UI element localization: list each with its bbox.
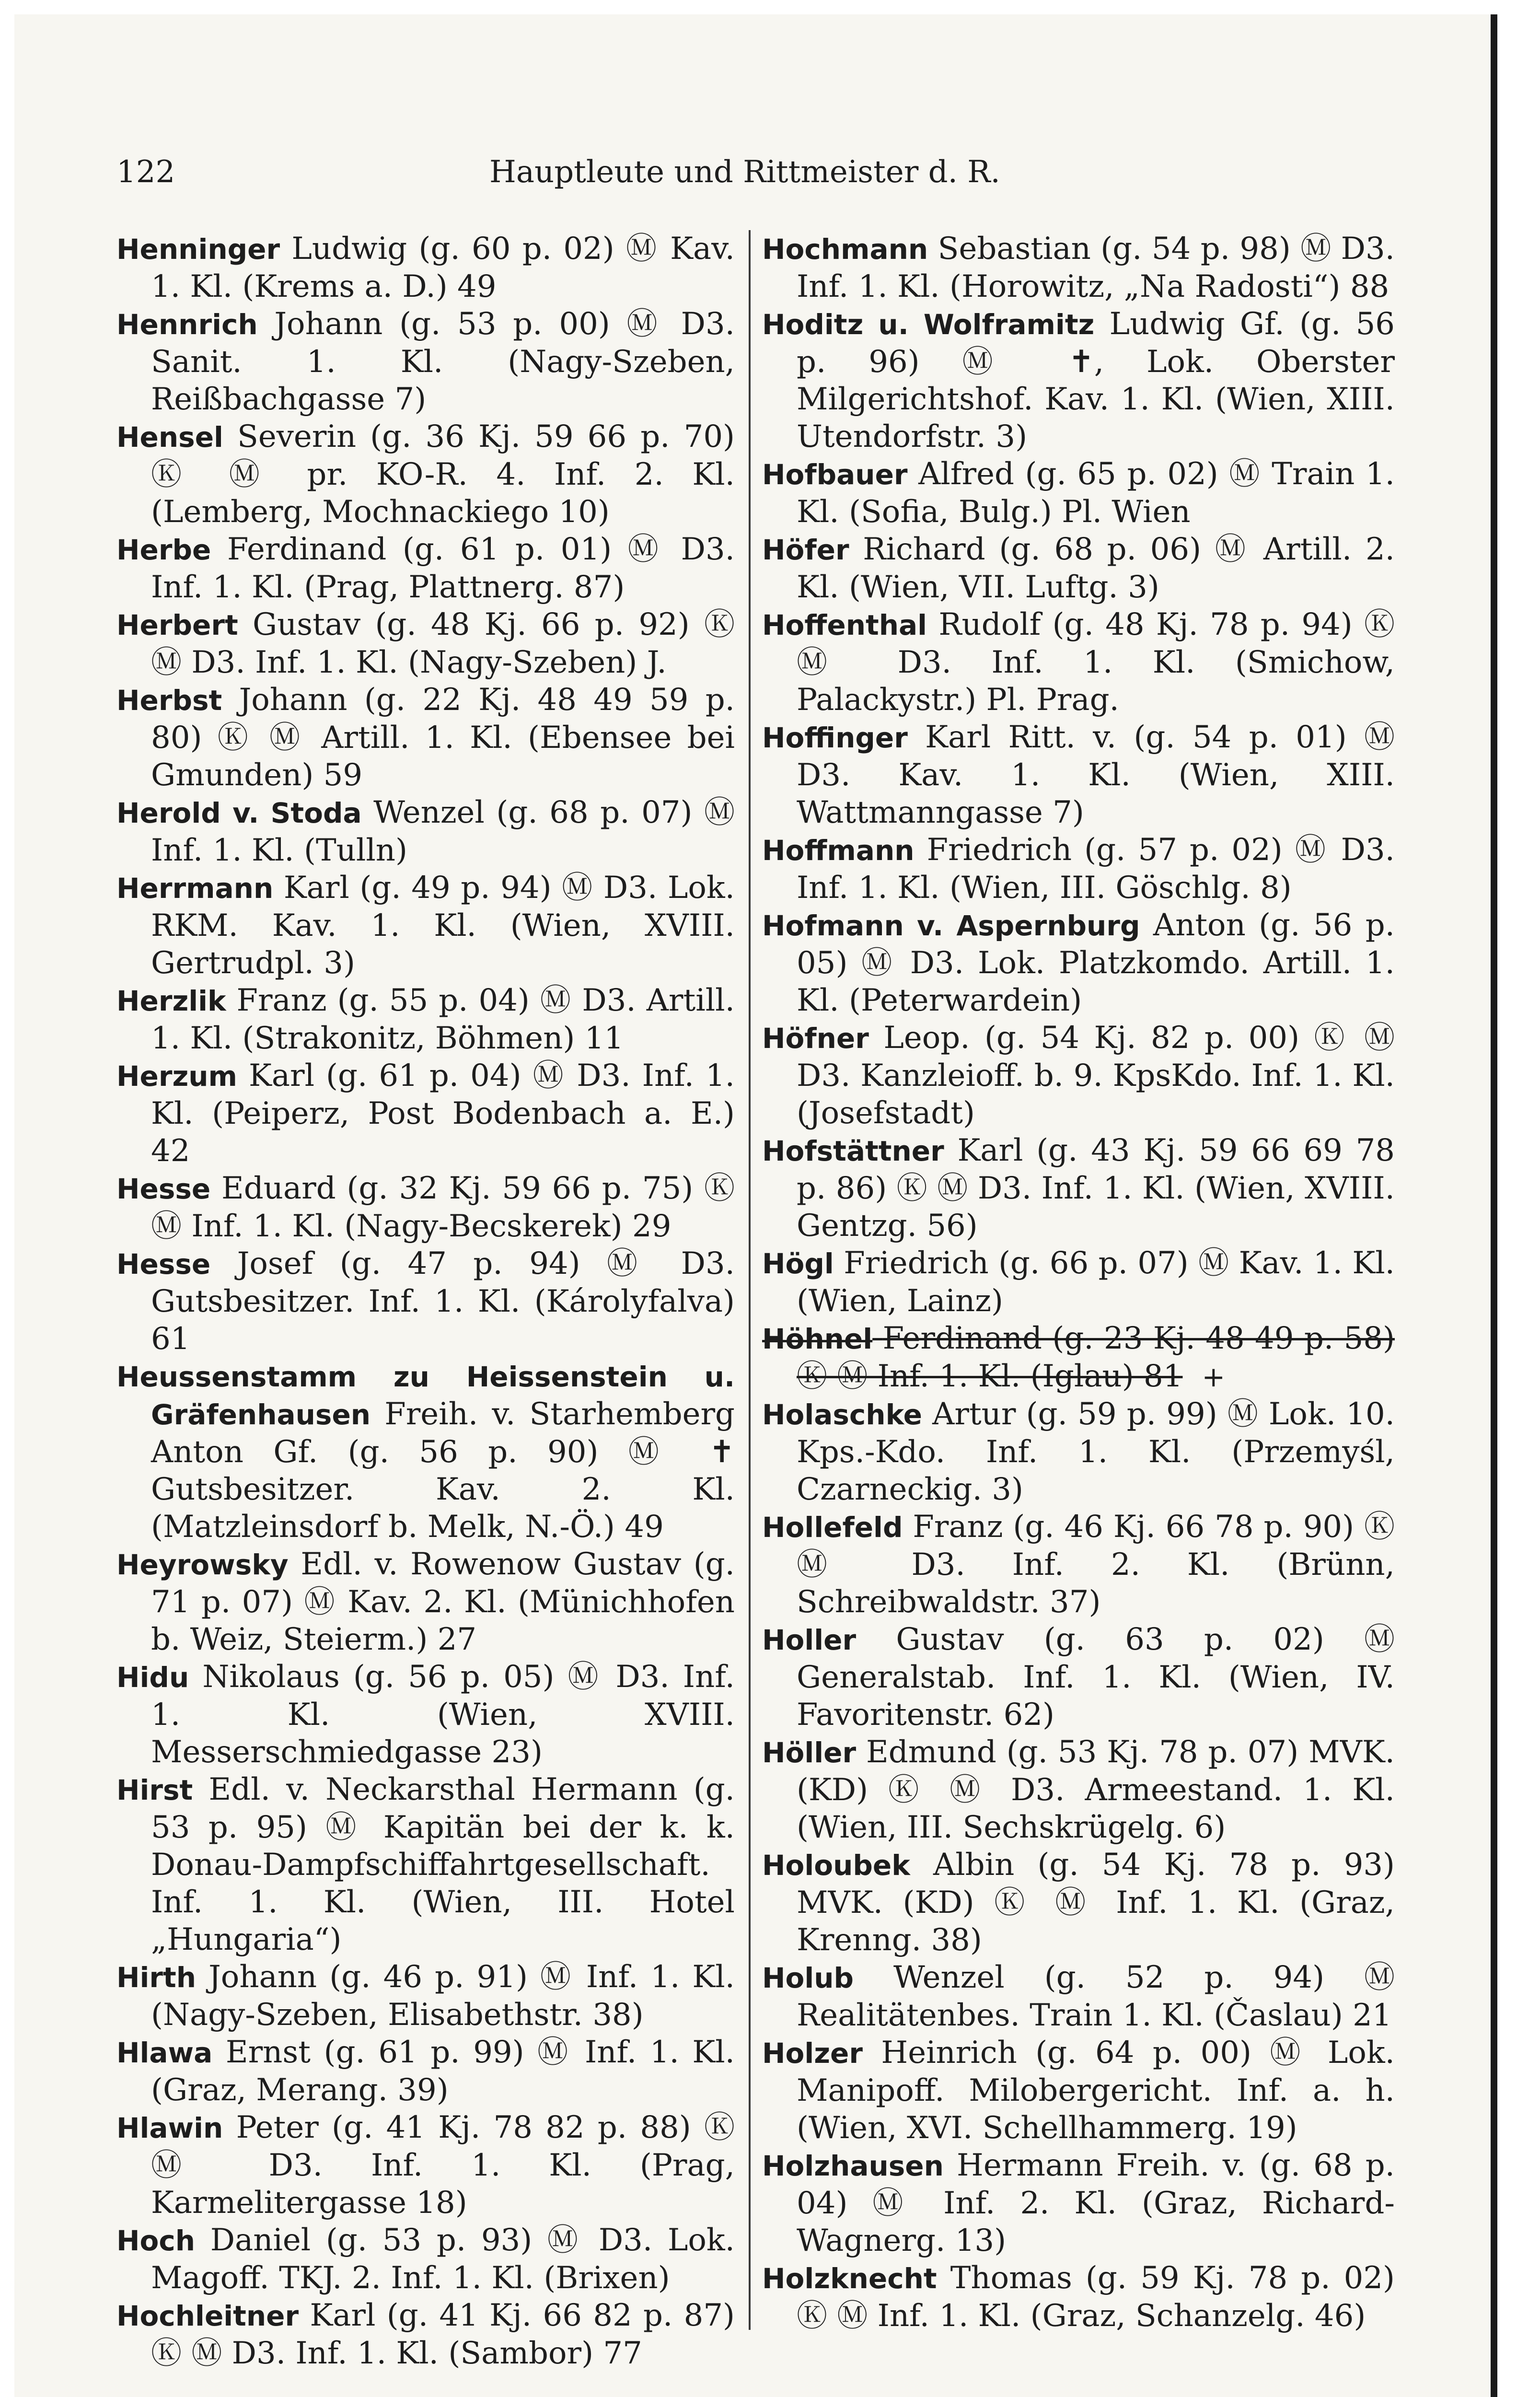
entry-text: Karl (g. 41 Kj. 66 82 p. 87) Ⓚ Ⓜ D3. Inf. 1. Kl. (Sambor) 77	[151, 2298, 735, 2371]
entry-text: Wenzel (g. 52 p. 94) Ⓜ Realitätenbes. Train 1. Kl. (Časlau) 21	[797, 1960, 1395, 2033]
entry-text: Thomas (g. 59 Kj. 78 p. 02) Ⓚ Ⓜ Inf. 1. Kl. (Graz, Schanzelg. 46)	[797, 2260, 1395, 2334]
entry-name: Holzer	[762, 2037, 863, 2070]
entry-text: Karl (g. 61 p. 04) Ⓜ D3. Inf. 1. Kl. (Peiperz, Post Bodenbach a. E.) 42	[151, 1058, 735, 1169]
directory-entry	[116, 1771, 735, 1958]
directory-entry	[762, 1320, 1395, 1396]
directory-entry	[116, 681, 735, 794]
directory-entry	[762, 305, 1395, 455]
entry-name: Hirst	[116, 1774, 193, 1806]
entry-name: Hoffmann	[762, 834, 915, 867]
entry-name: Höhnel	[762, 1323, 873, 1355]
entry-name: Hoch	[116, 2224, 196, 2257]
directory-entry	[762, 230, 1395, 305]
entry-text: Severin (g. 36 Kj. 59 66 p. 70) Ⓚ Ⓜ pr. KO-R. 4. Inf. 2. Kl. (Lemberg, Mochnackiego 10)	[151, 419, 735, 530]
entry-name: Herrmann	[116, 872, 274, 905]
entry-name: Höfner	[762, 1022, 869, 1055]
entry-text: Josef (g. 47 p. 94) Ⓜ D3. Gutsbesitzer. Inf. 1. Kl. (Károlyfalva) 61	[151, 1246, 735, 1357]
entry-text: Franz (g. 55 p. 04) Ⓜ D3. Artill. 1. Kl. (Strakonitz, Böhmen) 11	[151, 983, 735, 1056]
entry-name: Hollefeld	[762, 1511, 903, 1544]
entry-text: Karl (g. 43 Kj. 59 66 69 78 p. 86) Ⓚ Ⓜ D3. Inf. 1. Kl. (Wien, XVIII. Gentzg. 56)	[797, 1133, 1395, 1244]
directory-entry	[116, 305, 735, 418]
entry-text: Edl. v. Rowenow Gustav (g. 71 p. 07) Ⓜ Kav. 2. Kl. (Münichhofen b. Weiz, Steierm.) 27	[151, 1547, 735, 1657]
entry-name: Hlawin	[116, 2112, 223, 2144]
entry-name: Herzum	[116, 1060, 237, 1093]
entry-name: Holzknecht	[762, 2262, 937, 2295]
entry-text: Friedrich (g. 57 p. 02) Ⓜ D3. Inf. 1. Kl. (Wien, III. Göschlg. 8)	[797, 832, 1395, 906]
entry-name: Hofmann v. Aspernburg	[762, 909, 1140, 942]
entry-name: Hennrich	[116, 308, 258, 341]
entry-name: Höfer	[762, 534, 849, 566]
entry-name: Heyrowsky	[116, 1548, 289, 1581]
entry-name: Hidu	[116, 1661, 189, 1694]
entry-text: Nikolaus (g. 56 p. 05) Ⓜ D3. Inf. 1. Kl. (Wien, XVIII. Messerschmiedgasse 23)	[151, 1659, 735, 1770]
entry-name: Herold v. Stoda	[116, 797, 362, 829]
entry-name: Holler	[762, 1624, 857, 1656]
column-divider	[749, 230, 751, 2330]
directory-entry	[762, 2034, 1395, 2147]
entry-name: Holoubek	[762, 1849, 910, 1882]
entry-name: Herbst	[116, 684, 222, 717]
entry-text: Hermann Freih. v. (g. 68 p. 04) Ⓜ Inf. 2. Kl. (Graz, Richard-Wagnerg. 13)	[797, 2148, 1395, 2258]
directory-entry	[116, 531, 735, 606]
directory-entry	[116, 982, 735, 1057]
entry-text: Gustav (g. 63 p. 02) Ⓜ Generalstab. Inf. 1. Kl. (Wien, IV. Favoritenstr. 62)	[797, 1622, 1395, 1733]
directory-entry	[762, 2147, 1395, 2259]
directory-entry	[116, 1245, 735, 1358]
entry-name: Hlawa	[116, 2036, 213, 2069]
directory-entry	[762, 1019, 1395, 1132]
page-number: 122	[116, 154, 175, 190]
directory-entry	[762, 831, 1395, 907]
directory-entry	[762, 719, 1395, 831]
entry-text: Ferdinand (g. 61 p. 01) Ⓜ D3. Inf. 1. Kl. (Prag, Plattnerg. 87)	[151, 532, 735, 605]
entry-text: Karl Ritt. v. (g. 54 p. 01) Ⓜ D3. Kav. 1. Kl. (Wien, XIII. Wattmanngasse 7)	[797, 720, 1395, 830]
entry-text: Friedrich (g. 66 p. 07) Ⓜ Kav. 1. Kl. (Wien, Lainz)	[797, 1245, 1395, 1319]
entry-text: Daniel (g. 53 p. 93) Ⓜ D3. Lok. Magoff. TKJ. 2. Inf. 1. Kl. (Brixen)	[151, 2222, 735, 2296]
entry-text: Alfred (g. 65 p. 02) Ⓜ Train 1. Kl. (Sofia, Bulg.) Pl. Wien	[797, 456, 1395, 530]
running-title: Hauptleute und Rittmeister d. R.	[489, 154, 1000, 190]
entry-text: Anton (g. 56 p. 05) Ⓜ D3. Lok. Platzkomdo. Artill. 1. Kl. (Peterwardein)	[797, 908, 1395, 1018]
entry-name: Heussenstamm zu Heissenstein u. Gräfenhausen	[116, 1361, 735, 1431]
entry-text: Gustav (g. 48 Kj. 66 p. 92) Ⓚ Ⓜ D3. Inf. 1. Kl. (Nagy-Szeben) J.	[151, 607, 735, 680]
entry-text: Albin (g. 54 Kj. 78 p. 93) MVK. (KD) Ⓚ Ⓜ Inf. 1. Kl. (Graz, Krenng. 38)	[797, 1847, 1395, 1958]
directory-entry	[762, 2259, 1395, 2335]
directory-entry	[762, 1959, 1395, 2034]
entry-text: Johann (g. 53 p. 00) Ⓜ D3. Sanit. 1. Kl. (Nagy-Szeben, Reißbachgasse 7)	[151, 306, 735, 417]
entry-name: Hirth	[116, 1961, 197, 1994]
directory-entry	[116, 1958, 735, 2034]
entry-text: Rudolf (g. 48 Kj. 78 p. 94) Ⓚ Ⓜ D3. Inf. 1. Kl. (Smichow, Palackystr.) Pl. Prag.	[797, 607, 1395, 718]
directory-entry	[762, 1734, 1395, 1846]
entry-name: Holaschke	[762, 1398, 922, 1431]
entry-name: Hensel	[116, 421, 223, 454]
entry-name: Herzlik	[116, 985, 226, 1017]
entry-text: Ludwig (g. 60 p. 02) Ⓜ Kav. 1. Kl. (Krems a. D.) 49	[151, 231, 735, 304]
directory-entry	[762, 1846, 1395, 1959]
deceased-mark: +	[1202, 1361, 1226, 1393]
entry-name: Herbe	[116, 534, 211, 566]
entry-name: Hoffinger	[762, 721, 908, 754]
entry-text: Johann (g. 46 p. 91) Ⓜ Inf. 1. Kl. (Nagy-Szeben, Elisabethstr. 38)	[151, 1959, 735, 2033]
entry-text: Peter (g. 41 Kj. 78 82 p. 88) Ⓚ Ⓜ D3. Inf. 1. Kl. (Prag, Karmelitergasse 18)	[151, 2110, 735, 2221]
entry-text: Ludwig Gf. (g. 56 p. 96) Ⓜ ✝, Lok. Oberster Milgerichtshof. Kav. 1. Kl. (Wien, XIII. Utendorfstr. 3)	[797, 306, 1395, 454]
entry-name: Högl	[762, 1247, 834, 1280]
entry-text: Wenzel (g. 68 p. 07) Ⓜ Inf. 1. Kl. (Tulln)	[151, 795, 735, 868]
directory-entry	[116, 869, 735, 982]
entry-name: Hesse	[116, 1173, 211, 1205]
directory-entry	[116, 2034, 735, 2109]
entry-name: Hofbauer	[762, 458, 908, 491]
entry-name: Henninger	[116, 233, 280, 266]
entry-name: Hoditz u. Wolframitz	[762, 308, 1095, 341]
entry-text: Richard (g. 68 p. 06) Ⓜ Artill. 2. Kl. (Wien, VII. Luftg. 3)	[797, 532, 1395, 605]
entry-text: Artur (g. 59 p. 99) Ⓜ Lok. 10. Kps.-Kdo. Inf. 1. Kl. (Przemyśl, Czarneckig. 3)	[797, 1396, 1395, 1507]
page-header	[116, 154, 1257, 202]
directory-entry	[762, 1621, 1395, 1734]
entry-text: Edmund (g. 53 Kj. 78 p. 07) MVK. (KD) Ⓚ Ⓜ D3. Armeestand. 1. Kl. (Wien, III. Sechskrügelg. 6)	[797, 1734, 1395, 1845]
entry-text: Freih. v. Starhemberg Anton Gf. (g. 56 p. 90) Ⓜ ✝ Gutsbesitzer. Kav. 2. Kl. (Matzleinsdorf b. Melk, N.-Ö.) 49	[151, 1396, 735, 1545]
entry-name: Hoffenthal	[762, 609, 927, 641]
directory-entry	[762, 531, 1395, 606]
entry-text: Heinrich (g. 64 p. 00) Ⓜ Lok. Manipoff. Milobergericht. Inf. a. h. (Wien, XVI. Schellhammerg. 19)	[797, 2035, 1395, 2146]
entry-text: Edl. v. Neckarsthal Hermann (g. 53 p. 95) Ⓜ Kapitän bei der k. k. Donau-Dampfschiffahrtgesellschaft. Inf. 1. Kl. (Wien, III. Hotel „Hungaria“)	[151, 1772, 735, 1957]
entry-text: Ferdinand (g. 23 Kj. 48 49 p. 58) Ⓚ Ⓜ Inf. 1. Kl. (Iglau) 81	[797, 1321, 1395, 1394]
directory-entry	[762, 1245, 1395, 1320]
entry-text: Leop. (g. 54 Kj. 82 p. 00) Ⓚ Ⓜ D3. Kanzleioff. b. 9. KpsKdo. Inf. 1. Kl. (Josefstadt)	[797, 1020, 1395, 1131]
left-column	[116, 230, 735, 2397]
directory-entry	[116, 1358, 735, 1546]
entry-text: Franz (g. 46 Kj. 66 78 p. 90) Ⓚ Ⓜ D3. Inf. 2. Kl. (Brünn, Schreibwaldstr. 37)	[797, 1509, 1395, 1620]
entry-text: Eduard (g. 32 Kj. 59 66 p. 75) Ⓚ Ⓜ Inf. 1. Kl. (Nagy-Becskerek) 29	[151, 1171, 735, 1244]
directory-entry	[762, 1508, 1395, 1621]
right-column	[762, 230, 1395, 2397]
directory-entry	[116, 2222, 735, 2297]
entry-name: Holub	[762, 1962, 854, 1994]
directory-entry	[116, 606, 735, 681]
directory-entry	[762, 606, 1395, 719]
directory-entry	[762, 907, 1395, 1019]
entry-text: Johann (g. 22 Kj. 48 49 59 p. 80) Ⓚ Ⓜ Artill. 1. Kl. (Ebensee bei Gmunden) 59	[151, 682, 735, 793]
entry-name: Hochmann	[762, 233, 928, 266]
entry-name: Hesse	[116, 1248, 211, 1280]
entry-name: Hofstättner	[762, 1135, 944, 1167]
directory-entry	[116, 2109, 735, 2222]
directory-entry	[116, 794, 735, 869]
directory-entry	[116, 2297, 735, 2372]
directory-entry	[762, 1132, 1395, 1245]
entry-text: Karl (g. 49 p. 94) Ⓜ D3. Lok. RKM. Kav. 1. Kl. (Wien, XVIII. Gertrudpl. 3)	[151, 870, 735, 981]
directory-entry	[116, 230, 735, 305]
entry-name: Hochleitner	[116, 2300, 299, 2332]
directory-entry	[762, 455, 1395, 531]
directory-entry	[116, 1057, 735, 1170]
entry-text: Ernst (g. 61 p. 99) Ⓜ Inf. 1. Kl. (Graz, Merang. 39)	[151, 2035, 735, 2108]
directory-entry	[116, 418, 735, 531]
directory-entry	[762, 1396, 1395, 1508]
directory-entry	[116, 1546, 735, 1658]
directory-entry	[116, 1170, 735, 1245]
entry-name: Herbert	[116, 609, 238, 641]
directory-entry	[116, 1658, 735, 1771]
entry-text: Sebastian (g. 54 p. 98) Ⓜ D3. Inf. 1. Kl. (Horowitz, „Na Radosti“) 88	[797, 231, 1395, 304]
entry-name: Holzhausen	[762, 2150, 944, 2182]
entry-name: Höller	[762, 1736, 857, 1769]
